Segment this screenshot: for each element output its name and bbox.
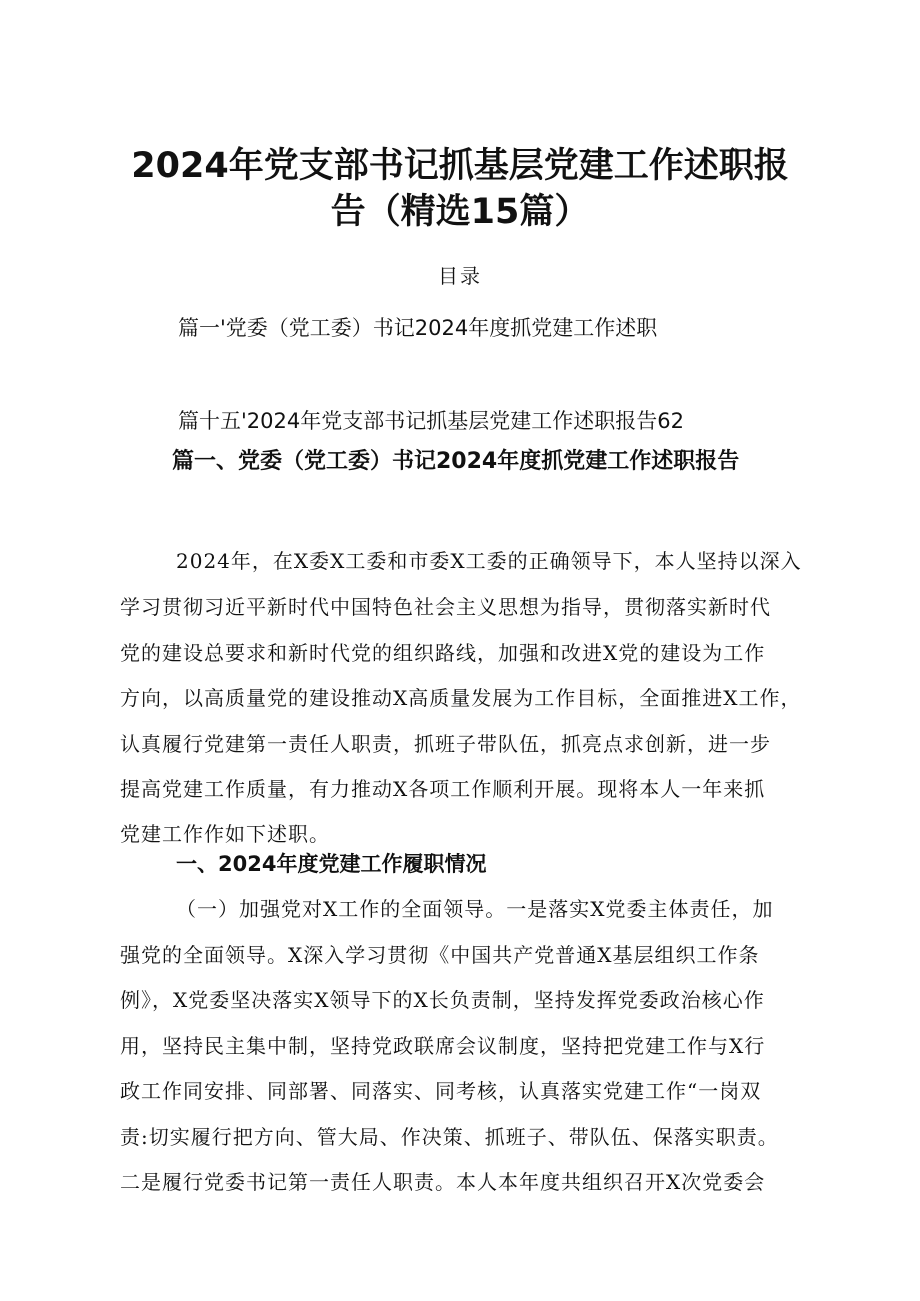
paragraph-2-line-4: 用，坚持民主集中制，坚持党政联席会议制度，坚持把党建工作与X行 xyxy=(120,1034,766,1058)
paragraph-2-line-2: 强党的全面领导。X深入学习贯彻《中国共产党普通X基层组织工作条 xyxy=(120,943,760,967)
section-title: 篇一、党委（党工委）书记2024年度抓党建工作述职报告 xyxy=(172,449,740,474)
paragraph-1-line-2: 学习贯彻习近平新时代中国特色社会主义思想为指导，贯彻落实新时代 xyxy=(120,595,771,619)
toc-item-1[interactable]: 篇一'党委（党工委）书记2024年度抓党建工作述职 xyxy=(178,316,658,340)
paragraph-1-line-4: 方向，以高质量党的建设推动X高质量发展为工作目标，全面推进X工作， xyxy=(120,686,802,710)
heading-1: 一、2024年度党建工作履职情况 xyxy=(176,852,487,876)
paragraph-2-line-6: 责:切实履行把方向、管大局、作决策、抓班子、带队伍、保落实职责。 xyxy=(120,1125,779,1149)
document-title-line-2: 告（精选15篇） xyxy=(330,192,590,232)
paragraph-1-line-6: 提高党建工作质量，有力推动X各项工作顺利开展。现将本人一年来抓 xyxy=(120,777,766,801)
document-title-line-1: 2024年党支部书记抓基层党建工作述职报 xyxy=(131,146,789,186)
paragraph-2-line-7: 二是履行党委书记第一责任人职责。本人本年度共组织召开X次党委会 xyxy=(120,1170,766,1194)
paragraph-2-line-5: 政工作同安排、同部署、同落实、同考核，认真落实党建工作“一岗双 xyxy=(120,1079,762,1103)
paragraph-1-line-3: 党的建设总要求和新时代党的组织路线，加强和改进X党的建设为工作 xyxy=(120,641,766,665)
paragraph-1-line-5: 认真履行党建第一责任人职责，抓班子带队伍，抓亮点求创新，进一步 xyxy=(120,732,771,756)
paragraph-2-line-3: 例》，X党委坚决落实X领导下的X长负责制，坚持发挥党委政治核心作 xyxy=(120,988,765,1012)
toc-item-15[interactable]: 篇十五'2024年党支部书记抓基层党建工作述职报告62 xyxy=(178,409,684,433)
paragraph-1-line-7: 党建工作作如下述职。 xyxy=(120,822,330,846)
paragraph-2-line-1: （一）加强党对X工作的全面领导。一是落实X党委主体责任，加 xyxy=(176,897,774,921)
paragraph-1-line-1: 2024年，在X委X工委和市委X工委的正确领导下，本人坚持以深入 xyxy=(176,549,802,573)
toc-heading: 目录 xyxy=(438,264,482,288)
